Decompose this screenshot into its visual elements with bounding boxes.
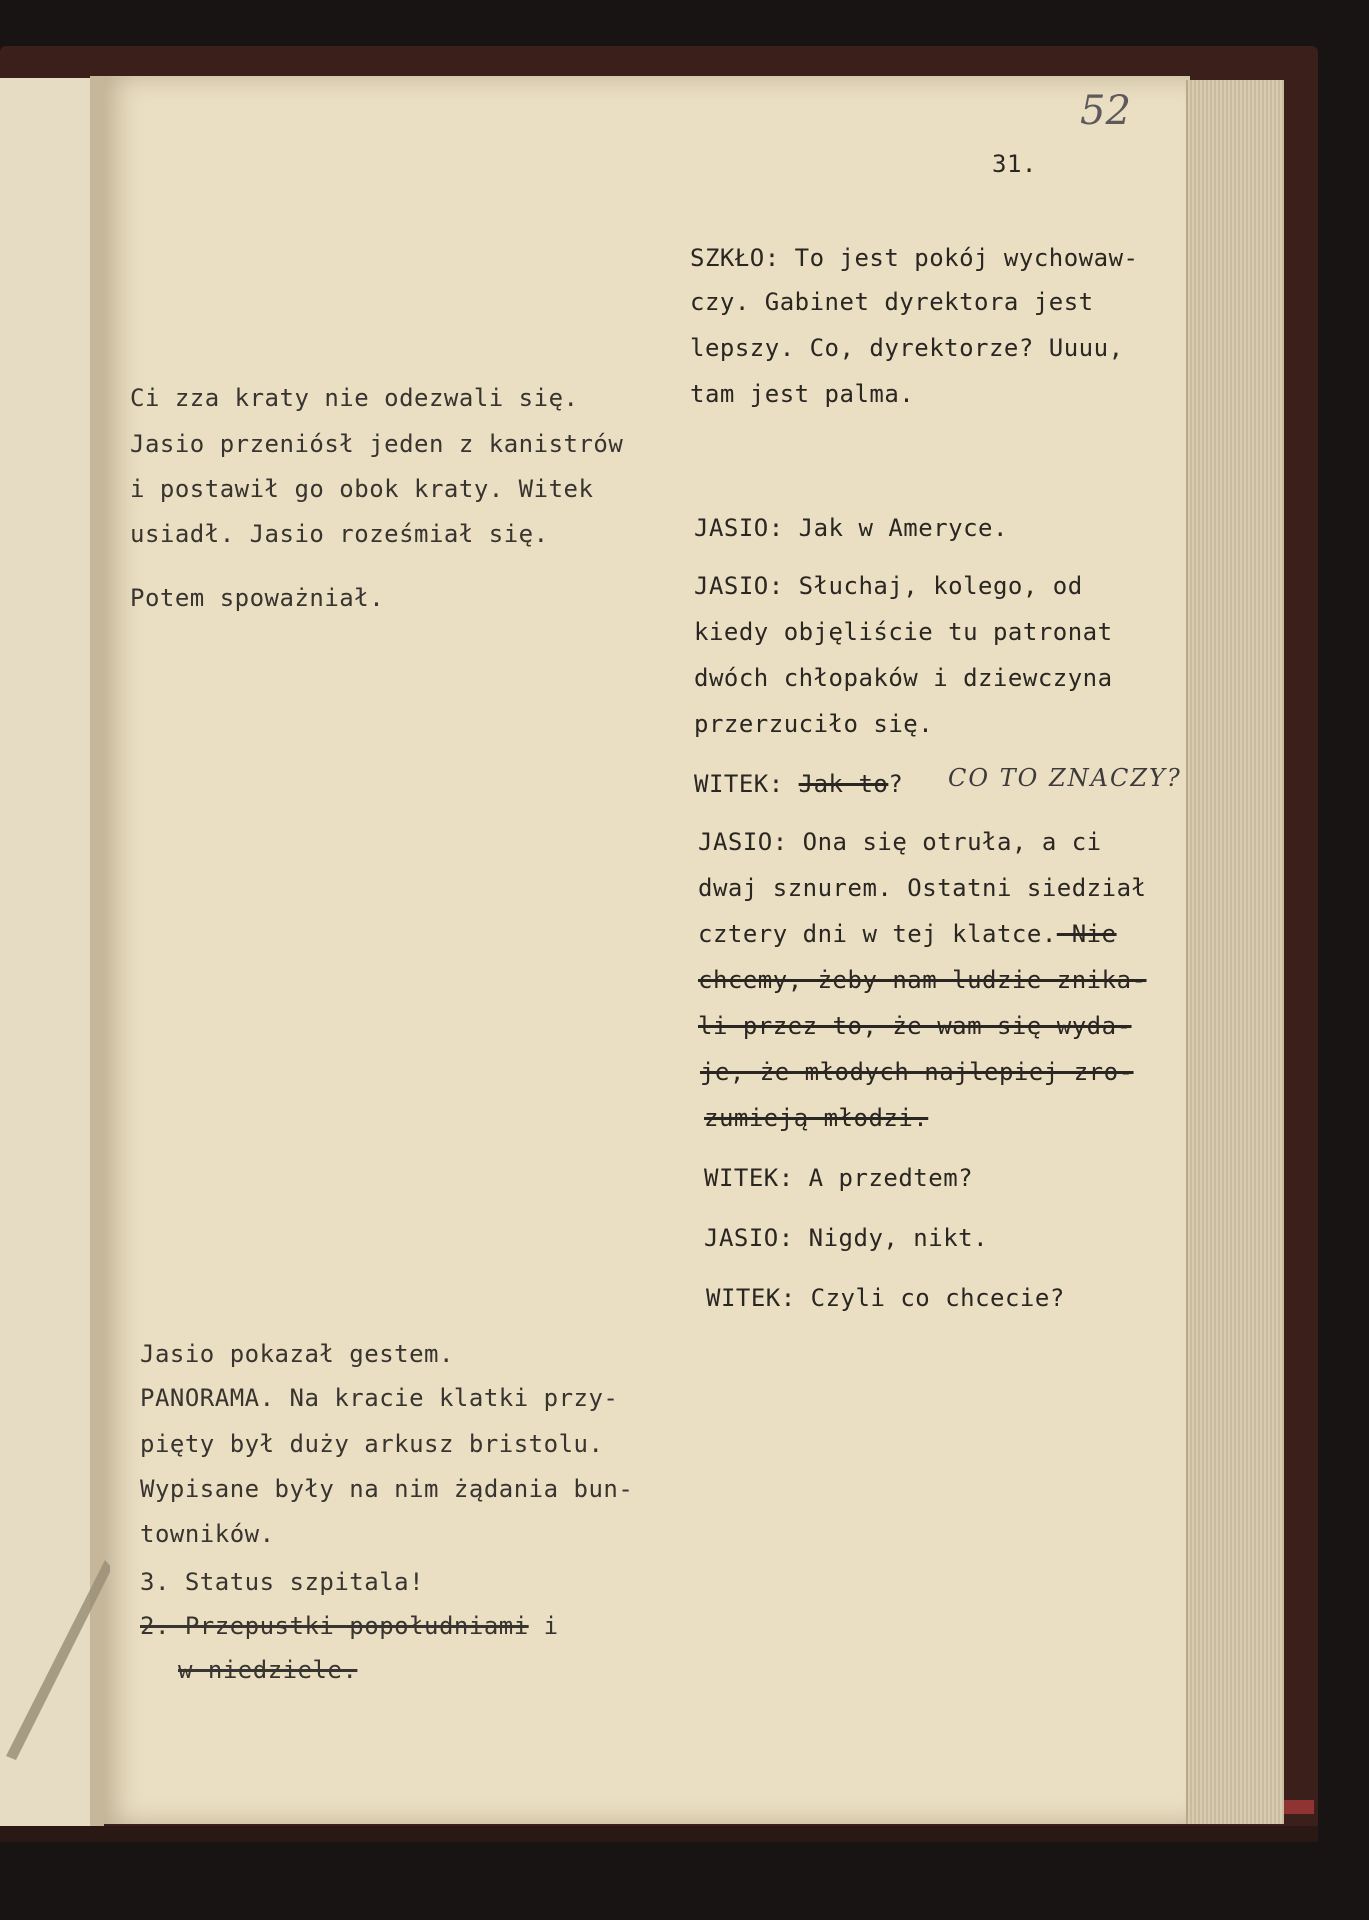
struck-text: 2. Przepustki popołudniami: [140, 1612, 529, 1640]
dialogue-line: tam jest palma.: [690, 380, 915, 408]
cover-bottom: [0, 1826, 1318, 1842]
struck-line: je, że młodych najlepiej zro-: [700, 1058, 1134, 1086]
left-line: usiadł. Jasio roześmiał się.: [130, 520, 549, 548]
dialogue-line: dwaj sznurem. Ostatni siedział: [698, 874, 1147, 902]
dialogue-line: JASIO: Słuchaj, kolego, od: [694, 572, 1083, 600]
struck-line: li przez to, że wam się wyda-: [698, 1012, 1132, 1040]
left-line: PANORAMA. Na kracie klatki przy-: [140, 1384, 619, 1412]
dialogue-line: JASIO: Jak w Ameryce.: [694, 514, 1008, 542]
dialogue-line: czy. Gabinet dyrektora jest: [690, 288, 1094, 316]
demand-item-2: 2. Przepustki popołudniami i: [140, 1612, 559, 1640]
left-line: Potem spoważniał.: [130, 584, 385, 612]
dialogue-line: cztery dni w tej klatce. Nie: [698, 920, 1117, 948]
left-line: Wypisane były na nim żądania bun-: [140, 1475, 634, 1503]
demand-item-3: 3. Status szpitala!: [140, 1568, 425, 1596]
demand-item-2-continued: w niedziele.: [178, 1656, 358, 1684]
page-edges: [1186, 80, 1284, 1824]
left-line: Ci zza kraty nie odezwali się.: [130, 384, 579, 412]
left-line: Jasio przeniósł jeden z kanistrów: [130, 430, 624, 458]
dialogue-line: dwóch chłopaków i dziewczyna: [694, 664, 1113, 692]
dialogue-line: SZKŁO: To jest pokój wychowaw-: [690, 244, 1139, 272]
handwritten-note: CO TO ZNACZY?: [948, 764, 1182, 792]
left-line: Jasio pokazał gestem.: [140, 1340, 454, 1368]
dialogue-line: WITEK: Czyli co chcecie?: [706, 1284, 1065, 1312]
dialogue-line: kiedy objęliście tu patronat: [694, 618, 1113, 646]
dialogue-line: przerzuciło się.: [694, 710, 934, 738]
dialogue-line: JASIO: Ona się otruła, a ci: [698, 828, 1102, 856]
left-line: i postawił go obok kraty. Witek: [130, 475, 594, 503]
typed-page-number: 31.: [992, 150, 1037, 178]
left-line: towników.: [140, 1520, 275, 1548]
struck-line: zumieją młodzi.: [704, 1104, 929, 1132]
bookmark-ribbon: [0, 1560, 110, 1760]
dialogue-line: WITEK: Jak to?: [694, 770, 904, 798]
dialogue-line: JASIO: Nigdy, nikt.: [704, 1224, 989, 1252]
left-line: pięty był duży arkusz bristolu.: [140, 1430, 604, 1458]
dialogue-line: lepszy. Co, dyrektorze? Uuuu,: [690, 334, 1124, 362]
struck-text: Jak to: [798, 770, 889, 798]
struck-text: Nie: [1056, 920, 1117, 948]
red-mark: [1284, 1800, 1314, 1814]
handwritten-page-number: 52: [1080, 88, 1131, 134]
struck-line: chcemy, żeby nam ludzie znika-: [698, 966, 1147, 994]
dialogue-line: WITEK: A przedtem?: [704, 1164, 974, 1192]
